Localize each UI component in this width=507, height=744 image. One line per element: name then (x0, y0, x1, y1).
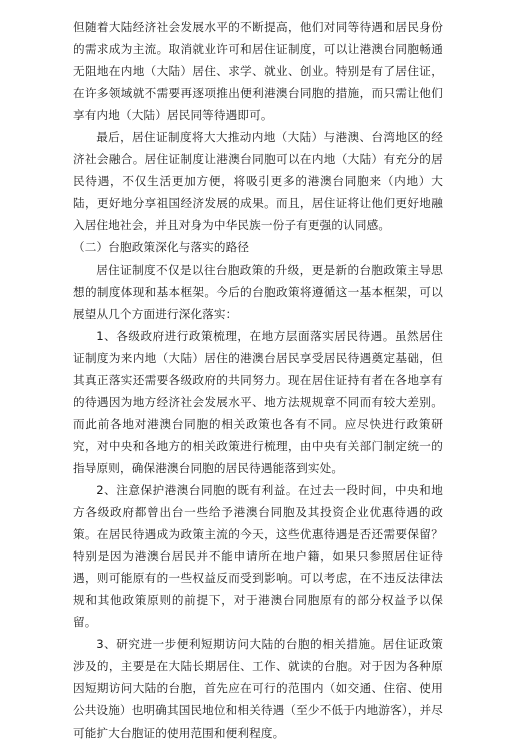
paragraph-framework: 居住证制度不仅是以往台胞政策的升级，更是新的台胞政策主导思想的制度体现和基本框架。今后的台胞政策将遵循这一基本框架，可以展望从几个方面进行深化落实： (73, 262, 443, 321)
section-heading-policy-paths: （二）台胞政策深化与落实的路径 (73, 240, 250, 255)
paragraph-identity-demand: 但随着大陆经济社会发展水平的不断提高，他们对同等待遇和居民身份的需求成为主流。取消就业许可和居住证制度，可以让港澳台同胞畅通无阻地在内地（大陆）居住、求学、就业、创业。特别是有了居住证，在许多领域就不需要再逐项推出便利港澳台同胞的措施，而只需让他们享有内地（大陆）居民同等待遇即可。 (73, 20, 443, 123)
paragraph-point-3: 3、研究进一步便利短期访问大陆的台胞的相关措施。居住证政策涉及的，主要是在大陆长期居住、工作、就读的台胞。对于因为各种原因短期访问大陆的台胞，首先应在可行的范围内（如交通、住宿、使用公共设施）也明确其国民地位和相关待遇（至少不低于内地游客），并尽可能扩大台胞证的使用范围和便利程度。 (73, 637, 444, 740)
paragraph-point-1: 1、各级政府进行政策梳理，在地方层面落实居民待遇。虽然居住证制度为来内地（大陆）居住的港澳台居民享受居民待遇奠定基础，但其真正落实还需要各级政府的共同努力。现在居住证持有者在各地享有的待遇因为地方经济社会发展水平、地方法规规章不同而有较大差别。而此前各地对港澳台同胞的相关政策也各有不同。应尽快进行政策研究，对中央和各地方的相关政策进行梳理，由中央有关部门制定统一的指导原则，确保港澳台同胞的居民待遇能落到实处。 (73, 328, 443, 475)
paragraph-integration: 最后，居住证制度将大大推动内地（大陆）与港澳、台湾地区的经济社会融合。居住证制度让港澳台同胞可以在内地（大陆）有充分的居民待遇，不仅生活更加方便，将吸引更多的港澳台同胞来（内地）大陆，更好地分享祖国经济发展的成果。而且，居住证将让他们更好地融入居住地社会，并且对身为中华民族一份子有更强的认同感。 (73, 130, 443, 233)
document-page (73, 16, 443, 744)
paragraph-point-2: 2、注意保护港澳台同胞的既有利益。在过去一段时间，中央和地方各级政府都曾出台一些给予港澳台同胞及其投资企业优惠待遇的政策。在居民待遇成为政策主流的今天，这些优惠待遇是否还需要保留？特别是因为港澳台居民并不能申请所在地户籍，如果只参照居住证待遇，则可能原有的一些权益反而受到影响。可以考虑，在不违反法律法规和其他政策原则的前提下，对于港澳台同胞原有的部分权益予以保留。 (73, 482, 443, 630)
